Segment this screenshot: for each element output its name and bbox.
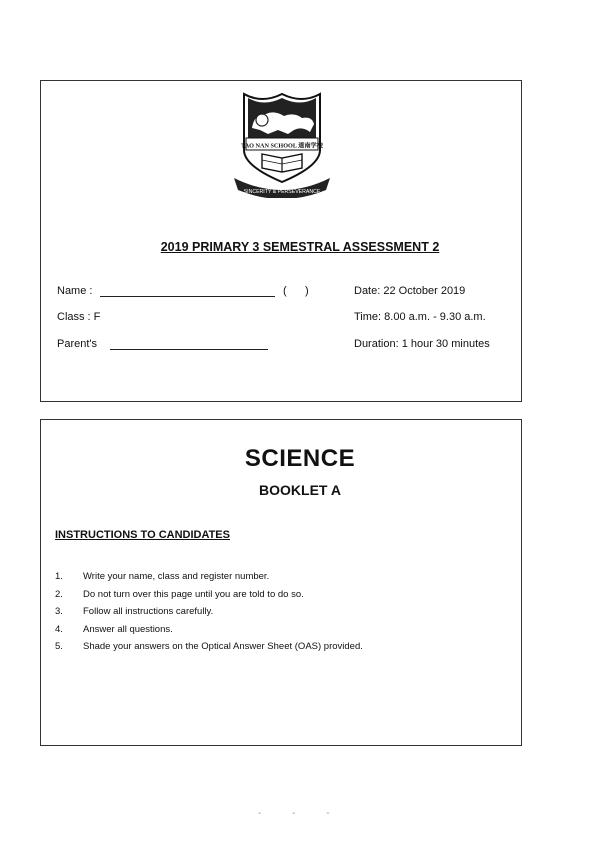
instruction-text: Shade your answers on the Optical Answer Sheet (OAS) provided. (83, 641, 363, 652)
name-line (100, 296, 275, 297)
instruction-item (55, 606, 363, 624)
instruction-number: 2. (55, 588, 63, 600)
booklet-label: BOOKLET A (259, 482, 341, 498)
instruction-number: 3. (55, 606, 63, 617)
instructions-list (55, 571, 363, 659)
instruction-text: Write your name, class and register number. (83, 571, 270, 582)
register-number-brackets: ( ) (283, 285, 309, 297)
instruction-item (55, 589, 363, 607)
parent-label: Parent's (57, 338, 98, 350)
svg-text:TAO NAN SCHOOL 道南学校: TAO NAN SCHOOL 道南学校 (241, 142, 323, 150)
time-text: Time: 8.00 a.m. - 9.30 a.m. (354, 311, 486, 323)
school-crest-logo (232, 90, 332, 198)
duration-text: Duration: 1 hour 30 minutes (354, 338, 490, 350)
instruction-item (55, 624, 363, 642)
date-text: Date: 22 October 2019 (354, 285, 466, 297)
instruction-number: 5. (55, 641, 63, 652)
instructions-heading: INSTRUCTIONS TO CANDIDATES (55, 529, 230, 541)
instruction-text: Answer all questions. (83, 623, 173, 635)
subject-title: SCIENCE (244, 445, 356, 472)
name-label: Name : (57, 285, 93, 297)
class-label: Class : F (57, 311, 101, 323)
instruction-item (55, 571, 363, 589)
instruction-item (55, 641, 363, 659)
instruction-number: 4. (55, 623, 63, 635)
parent-signature-line (110, 349, 268, 350)
footer-marks: - - - (258, 808, 344, 819)
svg-text:SINCERITY & PERSEVERANCE: SINCERITY & PERSEVERANCE (243, 189, 321, 195)
instruction-text: Follow all instructions carefully. (83, 606, 214, 617)
assessment-title: 2019 PRIMARY 3 SEMESTRAL ASSESSMENT 2 (160, 240, 440, 254)
instruction-text: Do not turn over this page until you are told to do so. (83, 588, 304, 600)
instruction-number: 1. (55, 571, 63, 582)
